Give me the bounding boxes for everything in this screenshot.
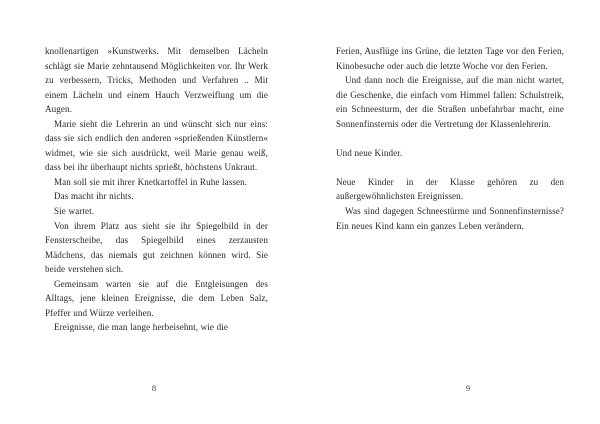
page-number-right: 9 <box>465 384 471 393</box>
paragraph: Und dann noch die Ereignisse, auf die man nicht wartet, die Geschenke, die einfach vom Himmel fallen: Schulstreik, ein Schneesturm, der die Straßen unbefahrbar macht, eine Sonnenfinsternis oder die Vertretung der Klassenlehrerin. <box>336 75 564 129</box>
left-page-text <box>45 44 268 335</box>
paragraph: Und neue Kinder. <box>336 147 403 158</box>
paragraph: Neue Kinder in der Klasse gehören zu den außergewöhnlichsten Ereignissen. <box>336 176 564 202</box>
paragraph: Das macht ihr nichts. <box>54 191 134 202</box>
paragraph: Marie sieht die Lehrerin an und wünscht sich nur eins: dass sie sich endlich den anderen »sprießenden Künstlern« widmet, wie sie sich ausdrückt, weil Marie genau weiß, dass bei ihr überhaupt nichts sprießt, höchstens Unkraut. <box>45 118 268 173</box>
paragraph: Was sind dagegen Schneestürme und Sonnenfinsternisse? Ein neues Kind kann ein ganzes Leben verändern. <box>336 206 564 231</box>
paragraph: Man soll sie mit ihrer Knetkartoffel in Ruhe lassen. <box>54 176 248 187</box>
paragraph: Von ihrem Platz aus sieht sie ihr Spiegelbild in der Fensterscheibe, das Spiegelbild eines zerzausten Mädchens, das niemals gut zeichnen können wird. Sie beide verstehen sich. <box>45 220 268 275</box>
paragraph: Gemeinsam warten sie auf die Entgleisungen des Alltags, jene kleinen Ereignisse, die dem Leben Salz, Pfeffer und Würze verleihen. <box>45 278 268 318</box>
page-right <box>300 0 600 424</box>
right-page-text <box>336 44 564 233</box>
page-number-left: 8 <box>151 384 157 393</box>
paragraph: knollenartigen »Kunstwerks. Mit demselben Lächeln schlägt sie Marie zehntausend Möglichkeiten vor. Ihr Werk zu verbessern, Tricks, Methoden und Verfahren .. Mit einem Lächeln und einem Hauch Verzweiflung um die Augen. <box>45 46 268 115</box>
paragraph: Ereignisse, die man lange herbeisehnt, wie die <box>54 322 228 333</box>
paragraph: Sie wartet. <box>54 206 95 217</box>
paragraph: Ferien, Ausflüge ins Grüne, die letzten Tage vor den Ferien, Kinobesuche oder auch die letzte Woche vor den Ferien. <box>336 46 564 71</box>
